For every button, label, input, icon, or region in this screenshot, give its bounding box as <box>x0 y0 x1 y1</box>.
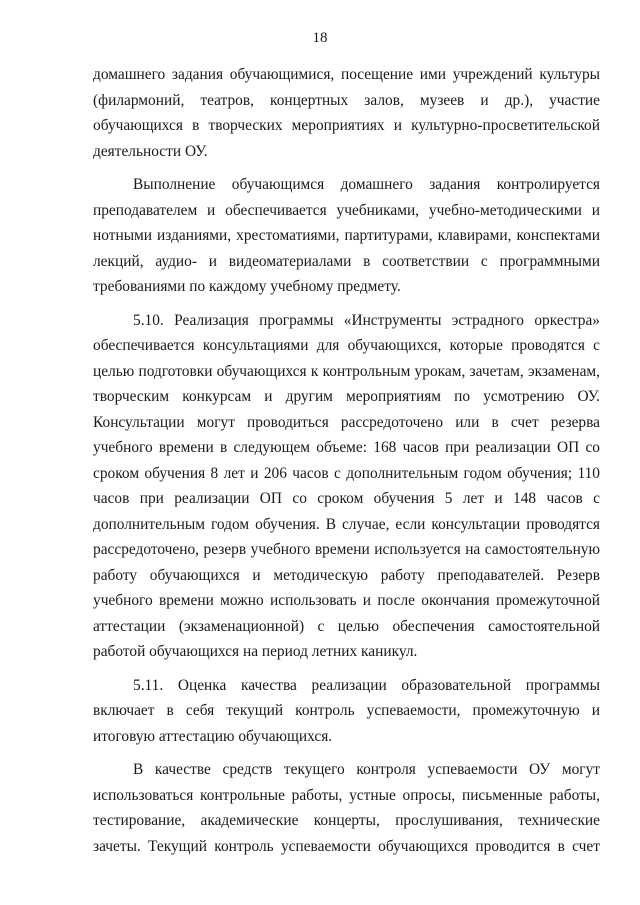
paragraph-5-11-quality-assessment: 5.11. Оценка качества реализации образовательной программы включает в себя текущий контроль успеваемости, промежуточную и итоговую аттестацию обучающихся. <box>93 676 600 745</box>
paragraph-current-control-means: В качестве средств текущего контроля успеваемости ОУ могут использоваться контрольные работы, устные опросы, письменные работы, тестирование, академические концерты, прослушивания, технические зачеты. Текущий контроль успеваемости обучающихся проводится в счет <box>93 761 600 855</box>
page-number: 18 <box>312 30 328 46</box>
paragraph-continuation: домашнего задания обучающимися, посещение ими учреждений культуры (филармоний, театров, концертных залов, музеев и др.), участие обучающихся в творческих мероприятиях и культурно-просветительской деятельности ОУ. <box>93 66 600 160</box>
paragraph-homework-control: Выполнение обучающимся домашнего задания контролируется преподавателем и обеспечивается учебниками, учебно-методическими и нотными изданиями, хрестоматиями, партитурами, клавирами, конспектами лекций, аудио- и видеоматериалами в соответствии с программными требованиями по каждому учебному предмету. <box>93 176 600 295</box>
document-body <box>93 62 600 859</box>
paragraph-5-10-consultations: 5.10. Реализация программы «Инструменты эстрадного оркестра» обеспечивается консультациями для обучающихся, которые проводятся с целью подготовки обучающихся к контрольным урокам, зачетам, экзаменам, творческим конкурсам и другим мероприятиям по усмотрению ОУ. Консультации могут проводиться рассредоточено или в счет резерва учебного времени в следующем объеме: 168 часов при реализации ОП со сроком обучения 8 лет и 206 часов с дополнительным годом обучения; 110 часов при реализации ОП со сроком обучения 5 лет и 148 часов с дополнительным годом обучения. В случае, если консультации проводятся рассредоточено, резерв учебного времени используется на самостоятельную работу обучающихся и методическую работу преподавателей. Резерв учебного времени можно использовать и после окончания промежуточной аттестации (экзаменационной) с целью обеспечения самостоятельной работой обучающихся на период летних каникул. <box>93 311 600 660</box>
